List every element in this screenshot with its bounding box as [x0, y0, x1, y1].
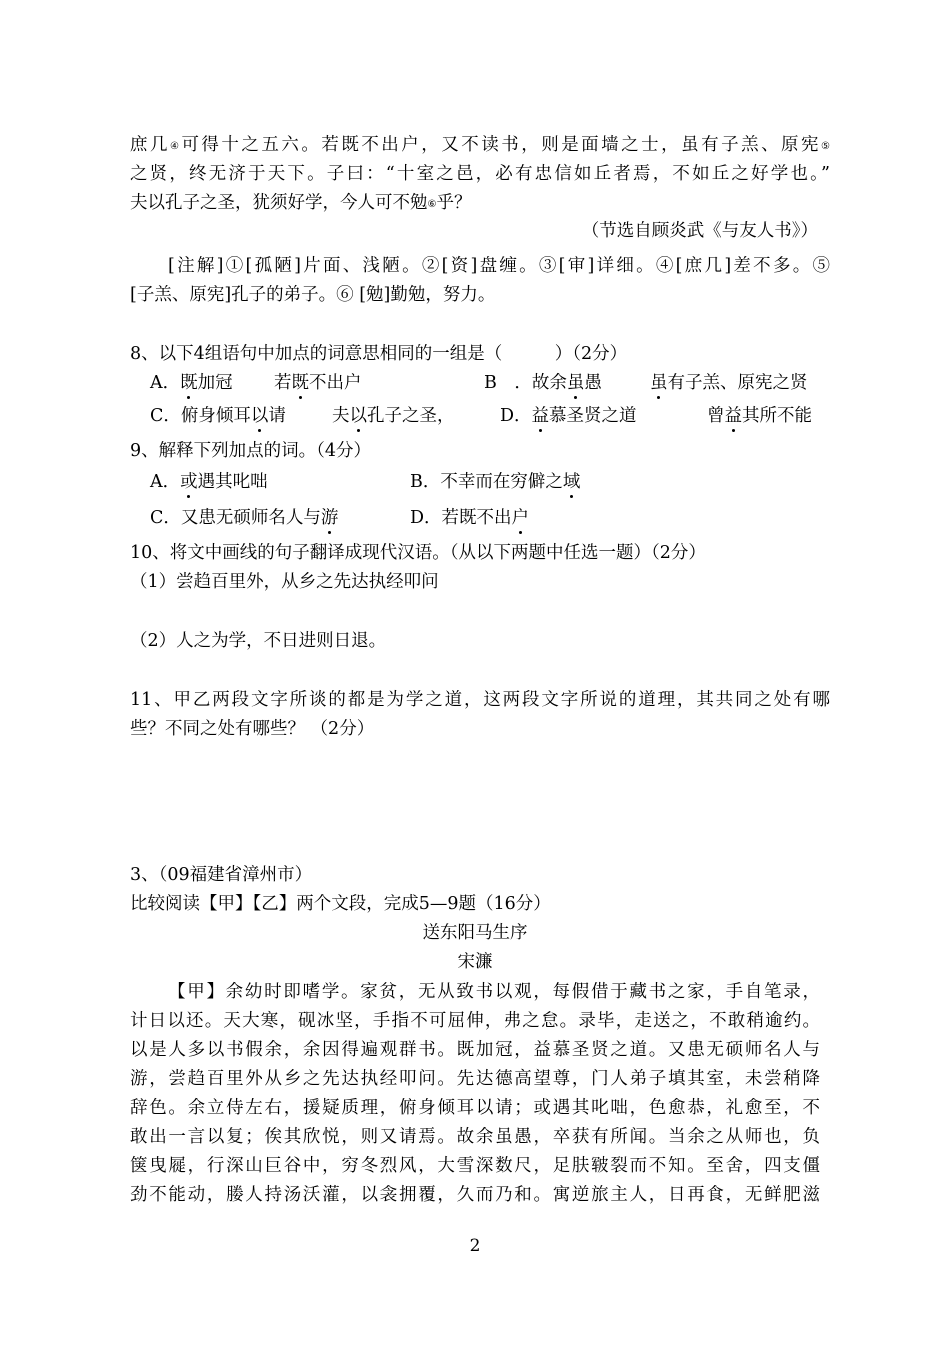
q8-option-c1: C．俯身倾耳以请 [150, 403, 286, 429]
q8-option-a2: 若既不出户 [274, 370, 362, 396]
q8-option-d2: 曾益其所不能 [707, 403, 812, 429]
dotted-char: 游 [321, 505, 339, 531]
essay-line-4: 游，尝趋百里外从乡之先达执经叩问。先达德高望尊，门人弟子填其室，未尝稍降 [130, 1069, 820, 1089]
text: 夫以孔子之圣，犹须好学，今人可不勉 [130, 193, 428, 213]
dotted-char: 以 [251, 403, 269, 429]
annotation-line-2: [子羔、原宪]孔子的弟子。⑥ [勉]勤勉，努力。 [130, 285, 496, 305]
essay-line-1: 【甲】余幼时即嗜学。家贫，无从致书以观，每假借于藏书之家，手自笔录， [168, 982, 820, 1002]
essay-line-5: 辞色。余立侍左右，援疑质理，俯身倾耳以请；或遇其叱咄，色愈恭，礼愈至，不 [130, 1098, 820, 1118]
dotted-char: 域 [563, 469, 581, 495]
q9-option-b: B．不幸而在穷僻之域 [410, 469, 580, 495]
q9-option-c: C．又患无硕师名人与游 [150, 505, 338, 531]
question-9-stem: 9、解释下列加点的词。（4分） [130, 441, 372, 461]
essay-line-6: 敢出一言以复；俟其欣悦，则又请焉。故余虽愚，卒获有所闻。当余之从师也，负 [130, 1127, 820, 1147]
q8-option-c2: 夫以孔子之圣， [332, 403, 455, 429]
annotation-line-1: [注解]①[孤陋]片面、浅陋。②[资]盘缠。③[审]详细。④[庶几]差不多。⑤ [168, 256, 830, 276]
footnote-marker: ④ [169, 141, 182, 152]
section-3-header: 3、（09福建省漳州市） [130, 865, 313, 885]
q10-sentence-2: （2）人之为学，不日进则日退。 [130, 631, 387, 651]
question-8-stem: 8、以下4组语句中加点的词意思相同的一组是（ ）（2分） [130, 344, 628, 364]
passage-line-3 [130, 190, 830, 218]
passage-line-1 [130, 132, 830, 160]
dotted-char: 或 [180, 469, 198, 495]
essay-title: 送东阳马生序 [422, 923, 528, 943]
dotted-char: 以 [350, 403, 368, 429]
footnote-marker: ⑥ [427, 199, 437, 210]
essay-author: 宋濂 [457, 952, 493, 972]
text: 乎？ [436, 193, 472, 213]
essay-line-2: 计日以还。天大寒，砚冰坚，手指不可屈伸，弗之怠。录毕，走送之，不敢稍逾约。 [130, 1011, 820, 1031]
q8-option-b2: 虽有子羔、原宪之贤 [650, 370, 808, 396]
dotted-char: 虽 [650, 370, 668, 396]
essay-line-3: 以是人多以书假余，余因得遍观群书。既加冠，益慕圣贤之道。又患无硕师名人与 [130, 1040, 820, 1060]
dotted-char: 益 [725, 403, 743, 429]
text: 可得十之五六。若既不出户，又不读书，则是面墙之士，虽有子羔、原宪 [181, 135, 822, 155]
q9-option-d: D．若既不出户 [410, 505, 529, 531]
q8-option-a1: A．既加冠 [150, 370, 233, 396]
question-11-line-1: 11、甲乙两段文字所谈的都是为学之道，这两段文字所说的道理，其共同之处有哪 [130, 690, 830, 710]
dotted-char: 户 [512, 505, 530, 531]
q8-option-d1: D．益慕圣贤之道 [500, 403, 637, 429]
dotted-char: 既 [292, 370, 310, 396]
q9-option-a: A．或遇其叱咄 [150, 469, 268, 495]
dotted-char: 虽 [567, 370, 585, 396]
question-10-stem: 10、将文中画线的句子翻译成现代汉语。（从以下两题中任选一题）（2分） [130, 543, 706, 563]
section-3-intro: 比较阅读【甲】【乙】两个文段，完成5—9题（16分） [130, 894, 551, 914]
page-number: 2 [469, 1236, 481, 1256]
q10-sentence-1: （1）尝趋百里外，从乡之先达执经叩问 [130, 572, 439, 592]
text: 庶几 [130, 135, 170, 155]
q8-option-b1: B ．故余虽愚 [484, 370, 602, 396]
passage-source: （节选自顾炎武《与友人书》） [581, 221, 818, 241]
dotted-char: 既 [180, 370, 198, 396]
question-11-line-2: 些？不同之处有哪些？ （2分） [130, 719, 375, 739]
essay-line-8: 劲不能动，媵人持汤沃灌，以衾拥覆，久而乃和。寓逆旅主人，日再食，无鲜肥滋 [130, 1185, 820, 1205]
dotted-char: 益 [532, 403, 550, 429]
essay-line-7: 箧曳屣，行深山巨谷中，穷冬烈风，大雪深数尺，足肤皲裂而不知。至舍，四支僵 [130, 1156, 820, 1176]
footnote-marker: ⑤ [821, 141, 831, 152]
passage-line-2: 之贤，终无济于天下。子曰：“十室之邑，必有忠信如丘者焉，不如丘之好学也。” [130, 164, 830, 184]
